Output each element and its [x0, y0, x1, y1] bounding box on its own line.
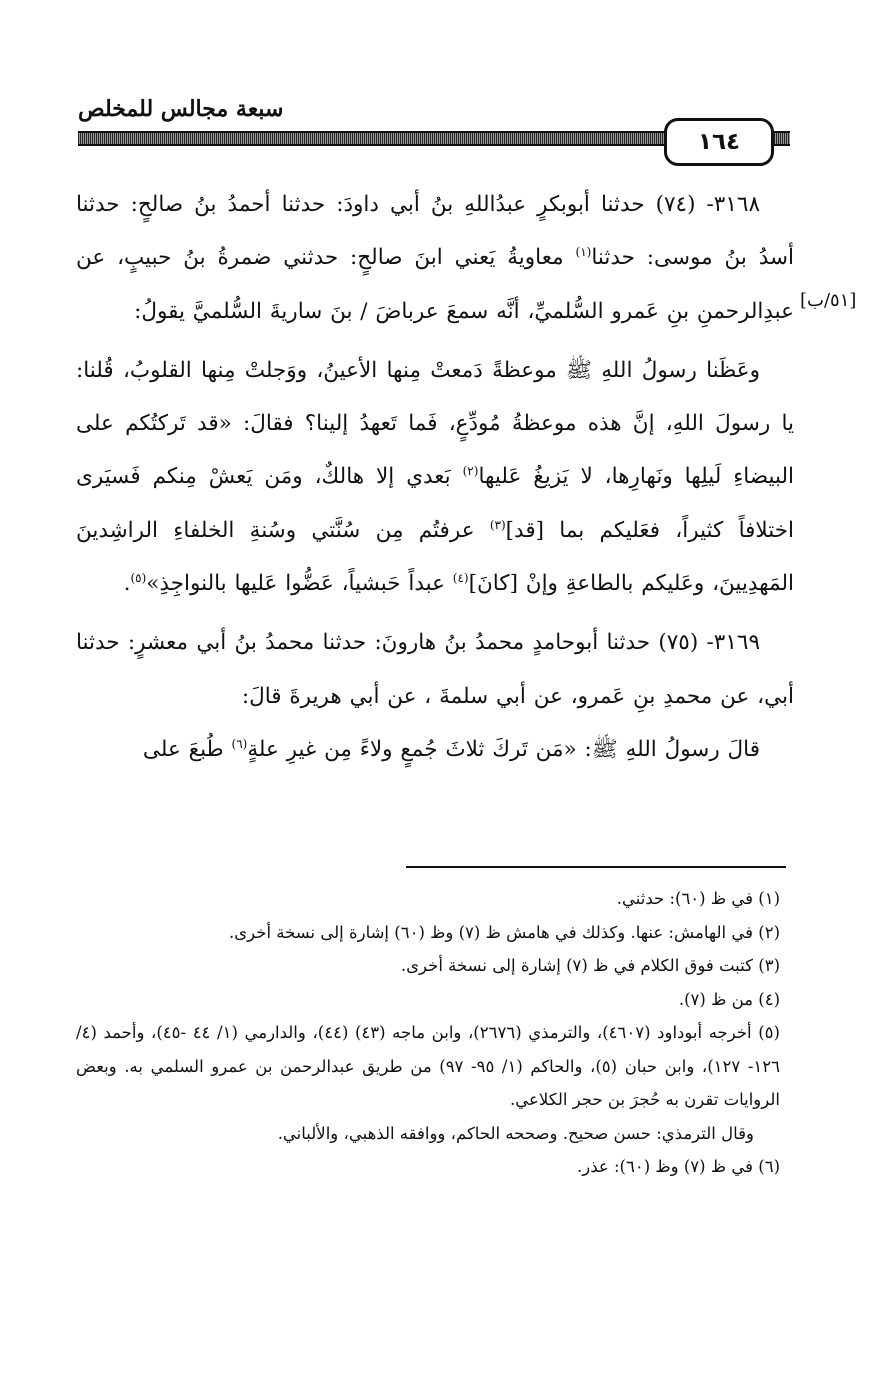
manuscript-folio-marker: [٥١/ب] [800, 290, 857, 311]
footnote-ref: (٦) [231, 736, 248, 751]
hadith-3168-isnad [76, 178, 794, 338]
footnote: (٣) كتبت فوق الكلام في ظ (٧) إشارة إلى نسخة أخرى. [400, 956, 780, 975]
hadith-3169-isnad [76, 616, 794, 723]
footnote-ref: (٣) [489, 517, 506, 532]
text-run: معاويةُ يَعني ابنَ صالحٍ: حدثني ضمرةُ بنُ حبيبٍ، عن عبدِالرحمنِ بنِ عَمرو السُّلميِّ، أنَّه سمعَ عرباضَ / بنَ ساريةَ السُّلميَّ يقولُ: [76, 245, 794, 324]
footnote: (٤) من ظ (٧). [678, 989, 780, 1009]
footnote-ref: (٢) [462, 464, 479, 479]
footnote-ref: (١) [575, 245, 592, 260]
running-title: سبعة مجالس للمخلص [78, 96, 284, 122]
text-run: عرفتُم مِن سُنَّتي وسُنةِ الخلفاءِ الراشِدينَ المَهدِيينَ، وعَليكم بالطاعةِ وإنْ [كانَ] [76, 517, 794, 597]
footnote-ref: (٤) [452, 570, 469, 585]
footnotes [76, 882, 780, 1184]
text-run: قالَ رسولُ اللهِ ﷺ: «مَن تَركَ ثلاثَ جُمعٍ ولاءً مِن غيرِ علةٍ [247, 736, 760, 762]
hadith-3168-matn [76, 344, 794, 610]
text-run: ٣١٦٨- (٧٤) حدثنا أبوبكرٍ عبدُاللهِ بنُ أبي داودَ: حدثنا أحمدُ بنُ صالحٍ: حدثنا أسدُ بنُ موسى: حدثنا [76, 192, 794, 271]
text-run: بَعدي إلا هالكٌ، ومَن يَعشْ مِنكم فَسيَرى اختلافاً كثيراً، فعَليكم بما [قد] [76, 464, 794, 543]
footnote: (٢) في الهامش: عنها. وكذلك في هامش ظ (٧) وظ (٦٠) إشارة إلى نسخة أخرى. [229, 922, 780, 942]
page-number: ١٦٤ [664, 118, 774, 166]
footnote: (١) في ظ (٦٠): حدثني. [616, 889, 780, 908]
text-run: ٣١٦٩- (٧٥) حدثنا أبوحامدٍ محمدُ بنُ هارونَ: حدثنا محمدُ بنُ أبي معشرٍ: حدثنا أبي، عن محمدِ بنِ عَمرو، عن أبي سلمةَ ، عن أبي هريرةَ قالَ: [76, 630, 794, 709]
text-run: طُبعَ على [142, 736, 232, 762]
text-run: عبداً حَبشياً، عَضُّوا عَليها بالنواجِذِ» [146, 571, 453, 597]
footnote: (٥) أخرجه أبوداود (٤٦٠٧)، والترمذي (٢٦٧٦)، وابن ماجه (٤٣) (٤٤)، والدارمي (١/ ٤٤ -٤٥)، وأحمد (٤/ ١٢٦- ١٢٧)، وابن حبان (٥)، والحاكم (١/ ٩٥- ٩٧) من طريق عبدالرحمن بن عمرو السلمي به. وبعض الروايات تقرن به حُجرَ بن حجر الكلاعي. [76, 1023, 780, 1109]
hadith-3169-matn [76, 723, 794, 776]
footnote-rule [406, 866, 786, 868]
footnote-ref: (٥) [130, 570, 147, 585]
footnote: (٦) في ظ (٧) وظ (٦٠): عذر. [577, 1157, 780, 1176]
text-run: وعَظَنا رسولُ اللهِ ﷺ موعظةً دَمعتْ مِنها الأعينُ، ووَجلتْ مِنها القلوبُ، قُلنا: يا رسولَ اللهِ، إنَّ هذه موعظةُ مُودِّعٍ، فَما تَعهدُ إلينا؟ فقالَ: «قد تَركتُكم على البيضاءِ لَيلِها ونَهارِها، لا يَزيغُ عَليها [76, 357, 794, 490]
main-text [76, 178, 794, 776]
footnote: وقال الترمذي: حسن صحيح. وصححه الحاكم، ووافقه الذهبي، والألباني. [277, 1123, 754, 1143]
text-run: . [123, 571, 131, 597]
